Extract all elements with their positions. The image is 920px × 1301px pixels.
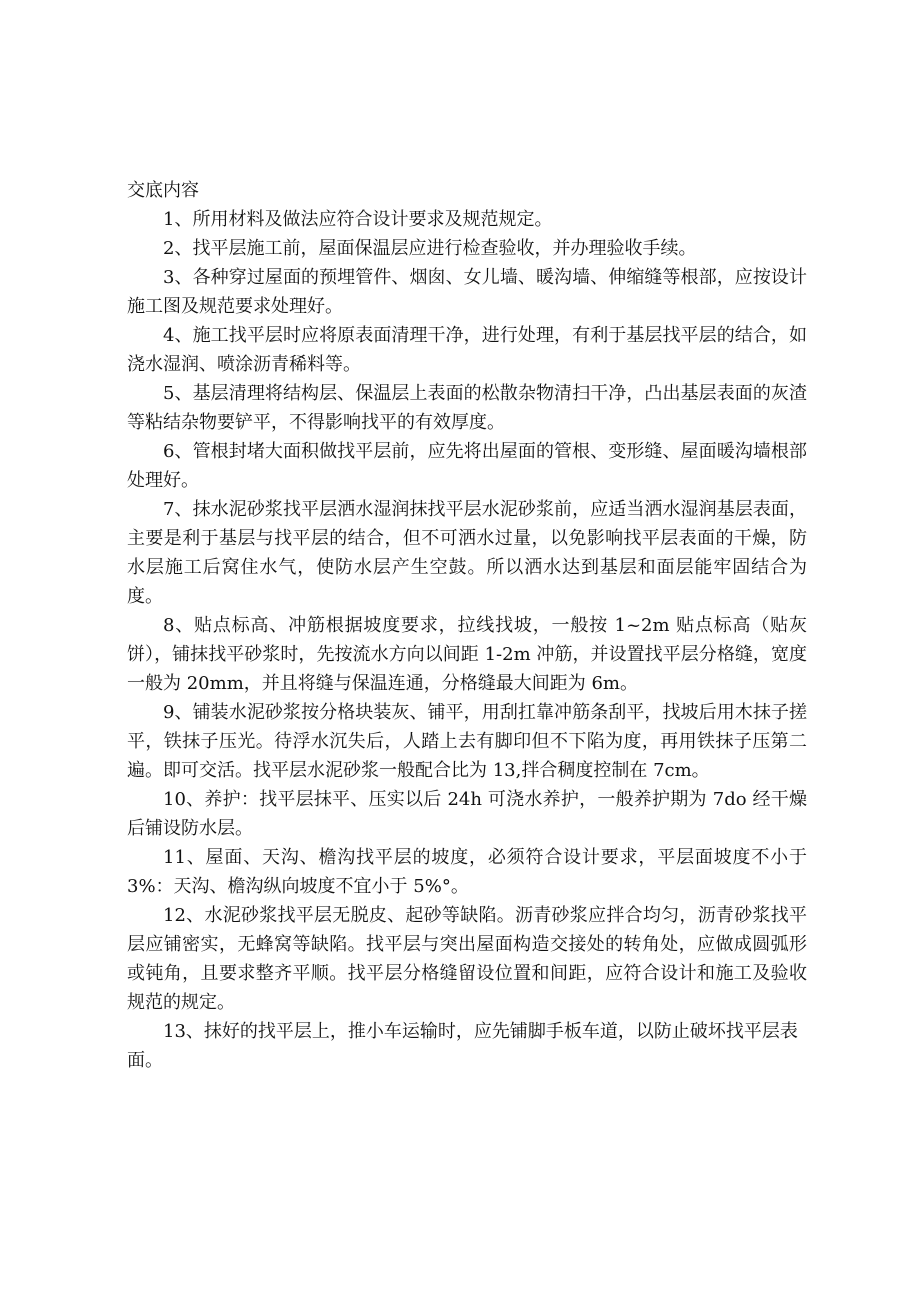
list-item-10: 10、养护：找平层抹平、压实以后 24h 可浇水养护，一般养护期为 7do 经干燥后铺设防水层。: [127, 789, 807, 839]
list-item-2: 2、找平层施工前，屋面保温层应进行检查验收，并办理验收手续。: [163, 238, 697, 259]
list-item-12: 12、水泥砂浆找平层无脱皮、起砂等缺陷。沥青砂浆应拌合均匀，沥青砂浆找平层应铺密实，无蜂窝等缺陷。找平层与突出屋面构造交接处的转角处，应做成圆弧形或钝角，且要求整齐平顺。找平层分格缝留设位置和间距，应符合设计和施工及验收规范的规定。: [127, 905, 807, 1013]
list-item-9: 9、铺装水泥砂浆按分格块装灰、铺平，用刮扛靠冲筋条刮平，找坡后用木抹子搓平，铁抹子压光。待浮水沉失后，人踏上去有脚印但不下陷为度，再用铁抹子压第二遍。即可交活。找平层水泥砂浆一般配合比为 13,拌合稠度控制在 7cm。: [127, 702, 807, 781]
list-item-5: 5、基层清理将结构层、保温层上表面的松散杂物清扫干净，凸出基层表面的灰渣等粘结杂物要铲平，不得影响找平的有效厚度。: [127, 383, 807, 433]
list-item-7: 7、抹水泥砂浆找平层洒水湿润抹找平层水泥砂浆前，应适当洒水湿润基层表面，主要是利于基层与找平层的结合，但不可洒水过量，以免影响找平层表面的干燥，防水层施工后窝住水气，使防水层产生空鼓。所以洒水达到基层和面层能牢固结合为度。: [127, 499, 807, 607]
list-item-13: 13、抹好的找平层上，推小车运输时，应先铺脚手板车道，以防止破坏找平层表面。: [127, 1021, 798, 1071]
list-item-6: 6、管根封堵大面积做找平层前，应先将出屋面的管根、变形缝、屋面暖沟墙根部处理好。: [127, 441, 807, 491]
section-heading: 交底内容: [127, 180, 199, 201]
list-item-3: 3、各种穿过屋面的预埋管件、烟囱、女儿墙、暖沟墙、伸缩缝等根部，应按设计施工图及规范要求处理好。: [127, 267, 807, 317]
list-item-11: 11、屋面、天沟、檐沟找平层的坡度，必须符合设计要求，平层面坡度不小于 3%：天沟、檐沟纵向坡度不宜小于 5%°。: [127, 847, 807, 897]
document-body: [127, 176, 807, 1075]
list-item-8: 8、贴点标高、冲筋根据坡度要求，拉线找坡，一般按 1~2m 贴点标高（贴灰饼），铺抹找平砂浆时，先按流水方向以间距 1-2m 冲筋，并设置找平层分格缝，宽度一般为 20mm，并且将缝与保温连通，分格缝最大间距为 6m。: [127, 615, 807, 694]
list-item-4: 4、施工找平层时应将原表面清理干净，进行处理，有利于基层找平层的结合，如浇水湿润、喷涂沥青稀料等。: [127, 325, 807, 375]
list-item-1: 1、所用材料及做法应符合设计要求及规范规定。: [163, 209, 553, 230]
